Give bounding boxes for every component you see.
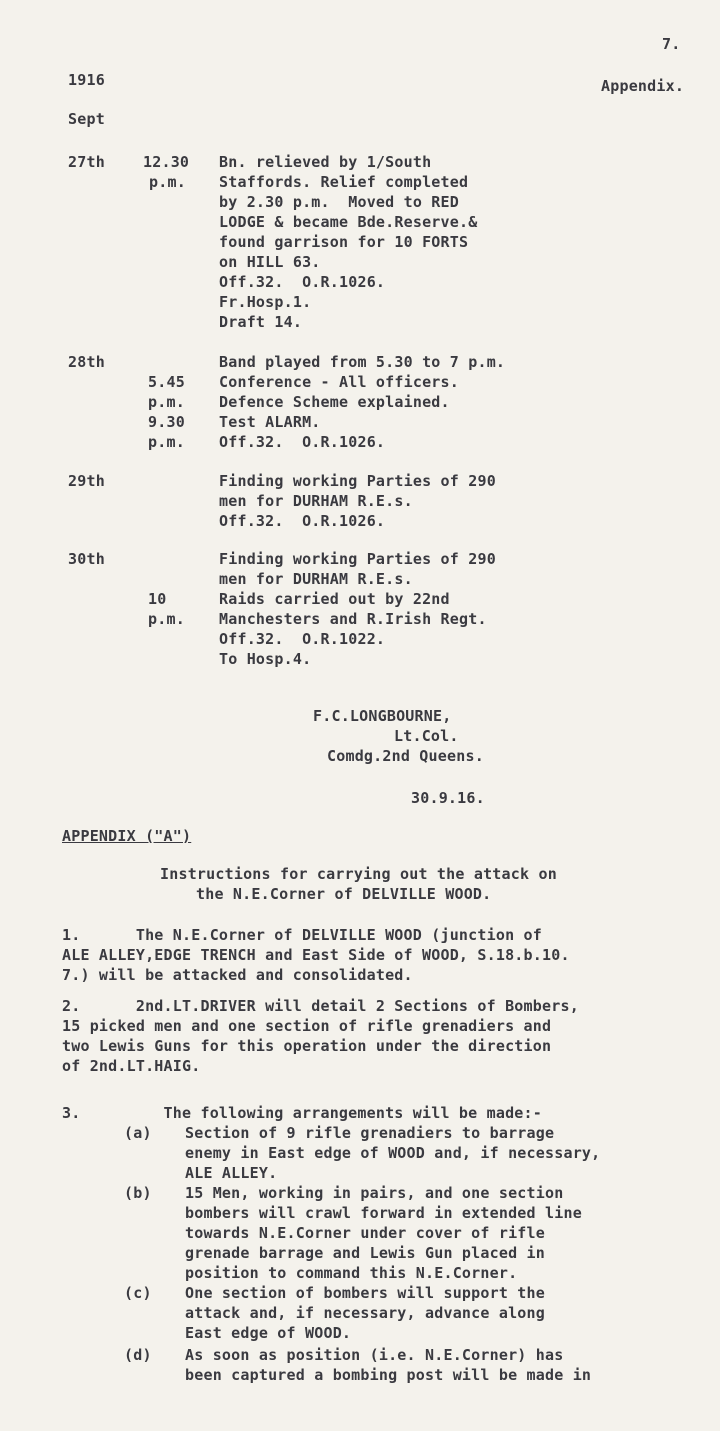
item-text-d: As soon as position (i.e. N.E.Corner) has been captured a bombing post will be made in: [185, 1346, 592, 1384]
item-text-b: 15 Men, working in pairs, and one section bombers will crawl forward in extended line towards N.E.Corner under cover of rifle grenade barrage and Lewis Gun placed in position to command this N.E.Corner.: [185, 1184, 582, 1282]
paragraph-3-intro: 3. The following arrangements will be made:-: [62, 1104, 542, 1122]
entry-times-30: 10 p.m.: [148, 590, 185, 628]
entry-text-30: Finding working Parties of 290 men for DURHAM R.E.s. Raids carried out by 22nd Manchesters and R.Irish Regt. Off.32. O.R.1022. To Hosp.4.: [219, 550, 496, 668]
appendix-title-line2: the N.E.Corner of DELVILLE WOOD.: [196, 885, 492, 903]
appendix-title-line1: Instructions for carrying out the attack on: [160, 865, 557, 883]
entry-date-27: 27th: [68, 153, 105, 171]
entry-times-28: 5.45 p.m. 9.30 p.m.: [148, 373, 185, 451]
appendix-heading: APPENDIX ("A"): [62, 827, 192, 845]
item-label-a: (a): [124, 1124, 152, 1142]
entry-text-29: Finding working Parties of 290 men for DURHAM R.E.s. Off.32. O.R.1026.: [219, 472, 496, 530]
signature-command: Comdg.2nd Queens.: [327, 747, 484, 765]
item-label-d: (d): [124, 1346, 152, 1364]
item-text-a: Section of 9 rifle grenadiers to barrage enemy in East edge of WOOD and, if necessary, ALE ALLEY.: [185, 1124, 601, 1182]
entry-text-27: Bn. relieved by 1/South Staffords. Relief completed by 2.30 p.m. Moved to RED LODGE & became Bde.Reserve.& found garrison for 10 FORTS on HILL 63. Off.32. O.R.1026. Fr.Hosp.1. Draft 14.: [219, 153, 478, 331]
appendix-label: Appendix.: [601, 77, 685, 95]
item-label-c: (c): [124, 1284, 152, 1302]
signature-date: 30.9.16.: [411, 789, 485, 807]
year: 1916: [68, 71, 105, 89]
entry-date-28: 28th: [68, 353, 105, 371]
signature-rank: Lt.Col.: [394, 727, 459, 745]
item-text-c: One section of bombers will support the attack and, if necessary, advance along East edge of WOOD.: [185, 1284, 545, 1342]
item-label-b: (b): [124, 1184, 152, 1202]
paragraph-1: 1. The N.E.Corner of DELVILLE WOOD (junction of ALE ALLEY,EDGE TRENCH and East Side of WOOD, S.18.b.10. 7.) will be attacked and consolidated.: [62, 926, 570, 984]
entry-times-27: 12.30 p.m.: [143, 153, 190, 191]
signature-name: F.C.LONGBOURNE,: [313, 707, 452, 725]
paragraph-2: 2. 2nd.LT.DRIVER will detail 2 Sections of Bombers, 15 picked men and one section of rifle grenadiers and two Lewis Guns for this operation under the direction of 2nd.LT.HAIG.: [62, 997, 579, 1075]
entry-date-30: 30th: [68, 550, 105, 568]
entry-text-28: Band played from 5.30 to 7 p.m. Conference - All officers. Defence Scheme explained. Test ALARM. Off.32. O.R.1026.: [219, 353, 506, 451]
page-number: 7.: [662, 35, 681, 53]
entry-date-29: 29th: [68, 472, 105, 490]
month: Sept: [68, 110, 105, 128]
